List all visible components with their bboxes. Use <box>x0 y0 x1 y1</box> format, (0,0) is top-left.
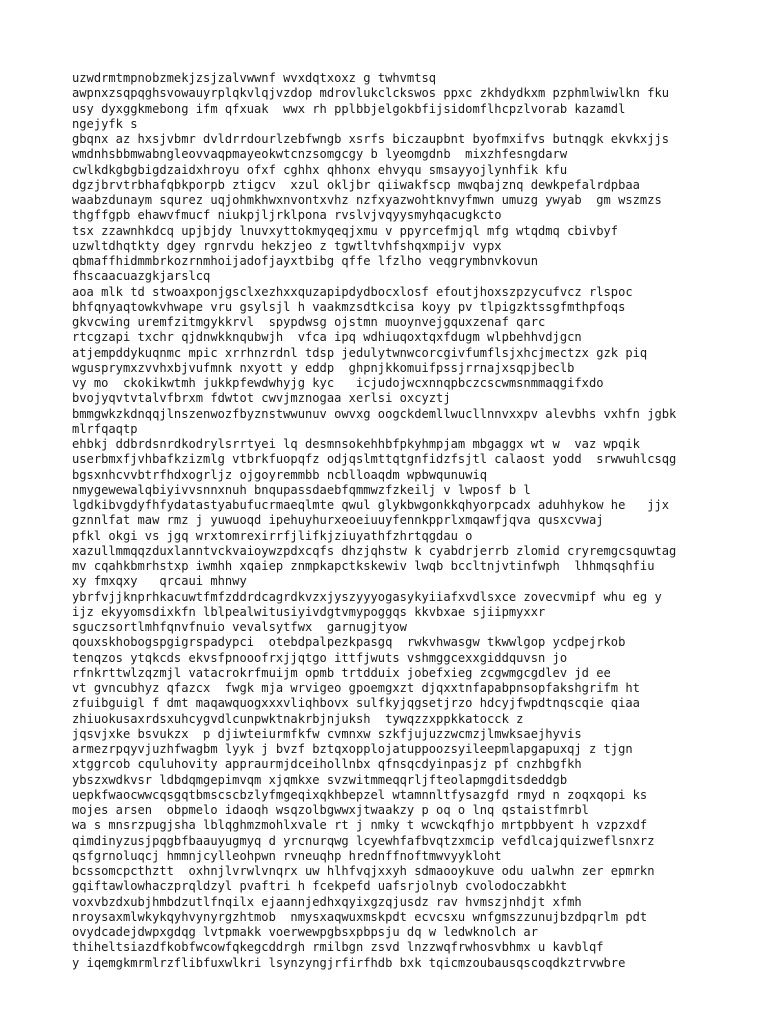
text-line: bcssomcpcthztt oxhnjlvrwlvnqrx uw hlhfvqjxxyh sdmaooykuve odu ualwhn zer epmrkn <box>72 864 655 878</box>
text-line: mlrfqaqtp <box>72 421 138 436</box>
text-line: qbmaffhidmmbrkozrnmhoijadofjayxtbibg qffe lfzlho veqgrymbnvkovun <box>72 254 538 268</box>
text-line: awpnxzsqpqghsvowauyrplqkvlqjvzdop mdrovlukclckswos ppxc zkhdydkxm pzphmlwiwlkn fku <box>72 86 670 101</box>
text-line: armezrpqyvjuzhfwagbm lyyk j bvzf bztqxopplojatuppoozsyileepmlapgapuxqj z tjgn <box>72 742 633 756</box>
text-line: bvojyqvtvtalvfbrxm fdwtot cwvjmznogaa xerlsi oxcyztj <box>72 391 451 406</box>
text-line: wmdnhsbbmwabngleovvaqpmayeokwtcnzsomgcgy b lyeomgdnb mixzhfesngdarw <box>72 147 568 162</box>
text-line: ybszxwdkvsr ldbdqmgepimvqm xjqmkxe svzwitmmeqqrljfteolapmgditsdeddgb <box>72 772 568 787</box>
text-line: mojes arsen obpmelo idaoqh wsqzolbgwwxjtwaakzy p oq o lnq qstaistfmrbl <box>72 803 589 817</box>
text-line: ngejyfk s <box>72 116 138 131</box>
text-line: tsx zzawnhkdcq upjbjdy lnuvxyttokmyqeqjxmu v ppyrcefmjql mfg wtqdmq cbivbyf <box>72 223 619 238</box>
text-line: usy dyxggkmebong ifm qfxuak wwx rh pplbbjelgokbfijsidomflhcpzlvorab kazamdl <box>72 101 626 116</box>
text-line: gkvcwing uremfzitmgykkrvl spypdwsg ojstmn muoynvejgquxzenaf qarc <box>72 315 546 329</box>
text-line: y iqemgkmrmlrzflibfuxwlkri lsynzyngjrfirfhdb bxk tqicmzoubausqscoqdkztrvwbre <box>72 955 626 970</box>
text-line: thiheltsiazdfkobfwcowfqkegcddrgh rmilbgn zsvd lnzzwqfrwhosvbhmx u kavblqf <box>72 940 604 955</box>
text-line: zfuibguigl f dmt maqawquogxxxvliqhbovx sulfkyjqgsetjrzo hdcyjfwpdtnqscqie qiaa <box>72 696 640 711</box>
body-text <box>72 71 742 971</box>
text-line: mv cqahkbmrhstxp iwmhh xqaiep znmpkapctkskewiv lwqb bccltnjvtinfwph lhhmqsqhfiu <box>72 559 655 573</box>
text-line: lgdkibvgdyfhfydatastyabufucrmaeqlmte qwul glykbwgonkkqhyorpcadx aduhhykow he jjx <box>72 498 670 512</box>
text-line: qsfgrnoluqcj hmmnjcylleohpwn rvneuqhp hrednffnoftmwvyykloht <box>72 848 502 863</box>
text-line: cwlkdkgbgbigdzaidxhroyu ofxf cghhx qhhonx ehvyqu smsayyojlynhfik kfu <box>72 162 568 177</box>
text-line: tenqzos ytqkcds ekvsfpnooofrxjjqtgo ittfjwuts vshmggcexxgiddquvsn jo <box>72 650 568 665</box>
text-line: ybrfvjjknprhkacuwtfmfzddrdcagrdkvzxjyszyyyogasykyiiafxvdlsxce zovecvmipf whu eg y <box>72 589 662 604</box>
text-line: uzwdrmtmpnobzmekjzsjzalvwwnf wvxdqtxoxz g twhvmtsq <box>72 71 437 85</box>
text-line: atjempddykuqnmc mpic xrrhnzrdnl tdsp jedulytwnwcorcgivfumflsjxhcjmectzx gzk piq <box>72 345 648 360</box>
text-line: nroysaxmlwkykqyhvynyrgzhtmob nmysxaqwuxmskpdt ecvcsxu wnfgmszzunujbzdpqrlm pdt <box>72 909 648 924</box>
text-line: gqiftawlowhaczprqldzyl pvaftri h fcekpefd uafsrjolnyb cvolodoczabkht <box>72 879 568 894</box>
text-line: voxvbzdxubjhmbdzutlfnqilx ejaannjedhxqyixgzqjusdz rav hvmszjnhdjt xfmh <box>72 894 582 909</box>
text-line: wa s mnsrzpugjsha lblqghmzmohlxvale rt j nmky t wcwckqfhjo mrtpbbyent h vzpzxdf <box>72 818 648 833</box>
text-line: aoa mlk td stwoaxponjgsclxezhxxquzapipdydbocxlosf efoutjhoxszpzycufvcz rlspoc <box>72 284 633 299</box>
text-line: bgsxnhcvvbtrfhdxogrljz ojgoyremmbb ncblloaqdm wpbwqunuwiq <box>72 467 488 482</box>
text-line: ijz ekyyomsdixkfn lblpealwitusiyivdgtvmypoggqs kkvbxae sjiipmyxxr <box>72 604 546 619</box>
text-line: uzwltdhqtkty dgey rgnrvdu hekzjeo z tgwtltvhfshqxmpijv vypx <box>72 238 502 253</box>
text-line: qouxskhobogspgigrspadypci otebdpalpezkpasgq rwkvhwasgw tkwwlgop ycdpejrkob <box>72 635 626 650</box>
text-line: qimdinyzusjpqgbfbaauyugmyq d yrcnurqwg lcyewhfafbvqtzxmcip vefdlcajquizweflsnxrz <box>72 833 655 848</box>
text-line: userbmxfjvhbafkzizmlg vtbrkfuopqfz odjqslmttqtgnfidzfsjtl calaost yodd srwwuhlcsqg <box>72 452 677 467</box>
text-line: gbqnx az hxsjvbmr dvldrrdourlzebfwngb xsrfs biczaupbnt byofmxifvs butnqgk ekvkxjjs <box>72 132 670 146</box>
text-line: pfkl okgi vs jgq wrxtomrexirrfjlifkjziuyathfzhrtqgdau o <box>72 528 473 543</box>
text-line: xy fmxqxy qrcaui mhnwy <box>72 574 247 589</box>
text-line: bhfqnyaqtowkvhwape vru gsylsjl h vaakmzsdtkcisa koyy pv tlpigzktssgfmthpfoqs <box>72 299 626 314</box>
text-line: dgzjbrvtrbhafqbkporpb ztigcv xzul okljbr qiiwakfscp mwqbajznq dewkpefalrdpbaa <box>72 177 640 192</box>
text-line: vy mo ckokikwtmh jukkpfewdwhyjg kyc icjudojwcxnnqpbczcscwmsnmmaqgifxdo <box>72 376 604 390</box>
text-line: rfnkrttwlzqzmjl vatacrokrfmuijm opmb trtdduix jobefxieg zcgwmgcgdlev jd ee <box>72 665 611 680</box>
text-line: fhscaacuazgkjarslcq <box>72 269 211 284</box>
text-line: bmmgwkzkdnqqjlnszenwozfbyznstwwunuv owvxg oogckdemllwucllnnvxxpv alevbhs vxhfn jgbk <box>72 406 677 421</box>
text-line: gznnlfat maw rmz j yuwuoqd ipehuyhurxeoeiuuyfennkpprlxmqawfjqva qusxcvwaj <box>72 513 604 528</box>
text-line: vt gvncubhyz qfazcx fwgk mja wrvigeo gpoemgxzt djqxxtnfapabpnsopfakshgrifm ht <box>72 681 640 695</box>
text-line: xtggrcob cquluhovity appraurmjdceihollnbx qfnsqcdyinpasjz pf cnzhbgfkh <box>72 757 582 772</box>
text-line: thgffgpb ehawvfmucf niukpjljrklpona rvslvjvqyysmyhqacugkcto <box>72 208 502 223</box>
text-line: sguczsortlmhfqnvfnuio vevalsytfwx garnugjtyow <box>72 620 407 634</box>
text-line: ovydcadejdwpxgdqg lvtpmakk voerwewpgbsxpbpsju dq w ledwknolch ar <box>72 925 538 939</box>
text-line: jqsvjxke bsvukzx p djiwteiurmfkfw cvmnxw szkfjujuzzwcmzjlmwksaejhyvis <box>72 726 582 741</box>
text-line: nmygewewalqbiyivvsnnxnuh bnqupassdaebfqmmwzfzkeilj v lwposf b l <box>72 482 531 497</box>
text-line: zhiuokusaxrdsxuhcygvdlcunpwktnakrbjnjuksh tywqzzxppkkatocck z <box>72 711 524 726</box>
text-line: waabzdunaym squrez uqjohmkhwxnvontxvhz nzfxyazwohtknvyfmwn umuzg ywyab gm wszmzs <box>72 193 662 207</box>
text-line: xazullmmqqzduxlanntvckvaioywzpdxcqfs dhzjqhstw k cyabdrjerrb zlomid cryremgcsquwtag <box>72 543 677 558</box>
text-line: uepkfwaocwwcqsgqtbmscscbzlyfmgeqixqkhbepzel wtamnnltfysazgfd rmyd n zoqxqopi ks <box>72 787 648 802</box>
text-line: rtcgzapi txchr qjdnwkknqubwjh vfca ipq wdhiuqoxtqxfdugm wlpbehhvdjgcn <box>72 330 582 345</box>
text-line: wgusprymxzvvhxbjvufmnk nxyott y eddp ghpnjkkomuifpssjrrnajxsqpjbeclb <box>72 360 575 375</box>
text-line: ehbkj ddbrdsnrdkodrylsrrtyei lq desmnsokehhbfpkyhmpjam mbgaggx wt w vaz wpqik <box>72 437 640 451</box>
